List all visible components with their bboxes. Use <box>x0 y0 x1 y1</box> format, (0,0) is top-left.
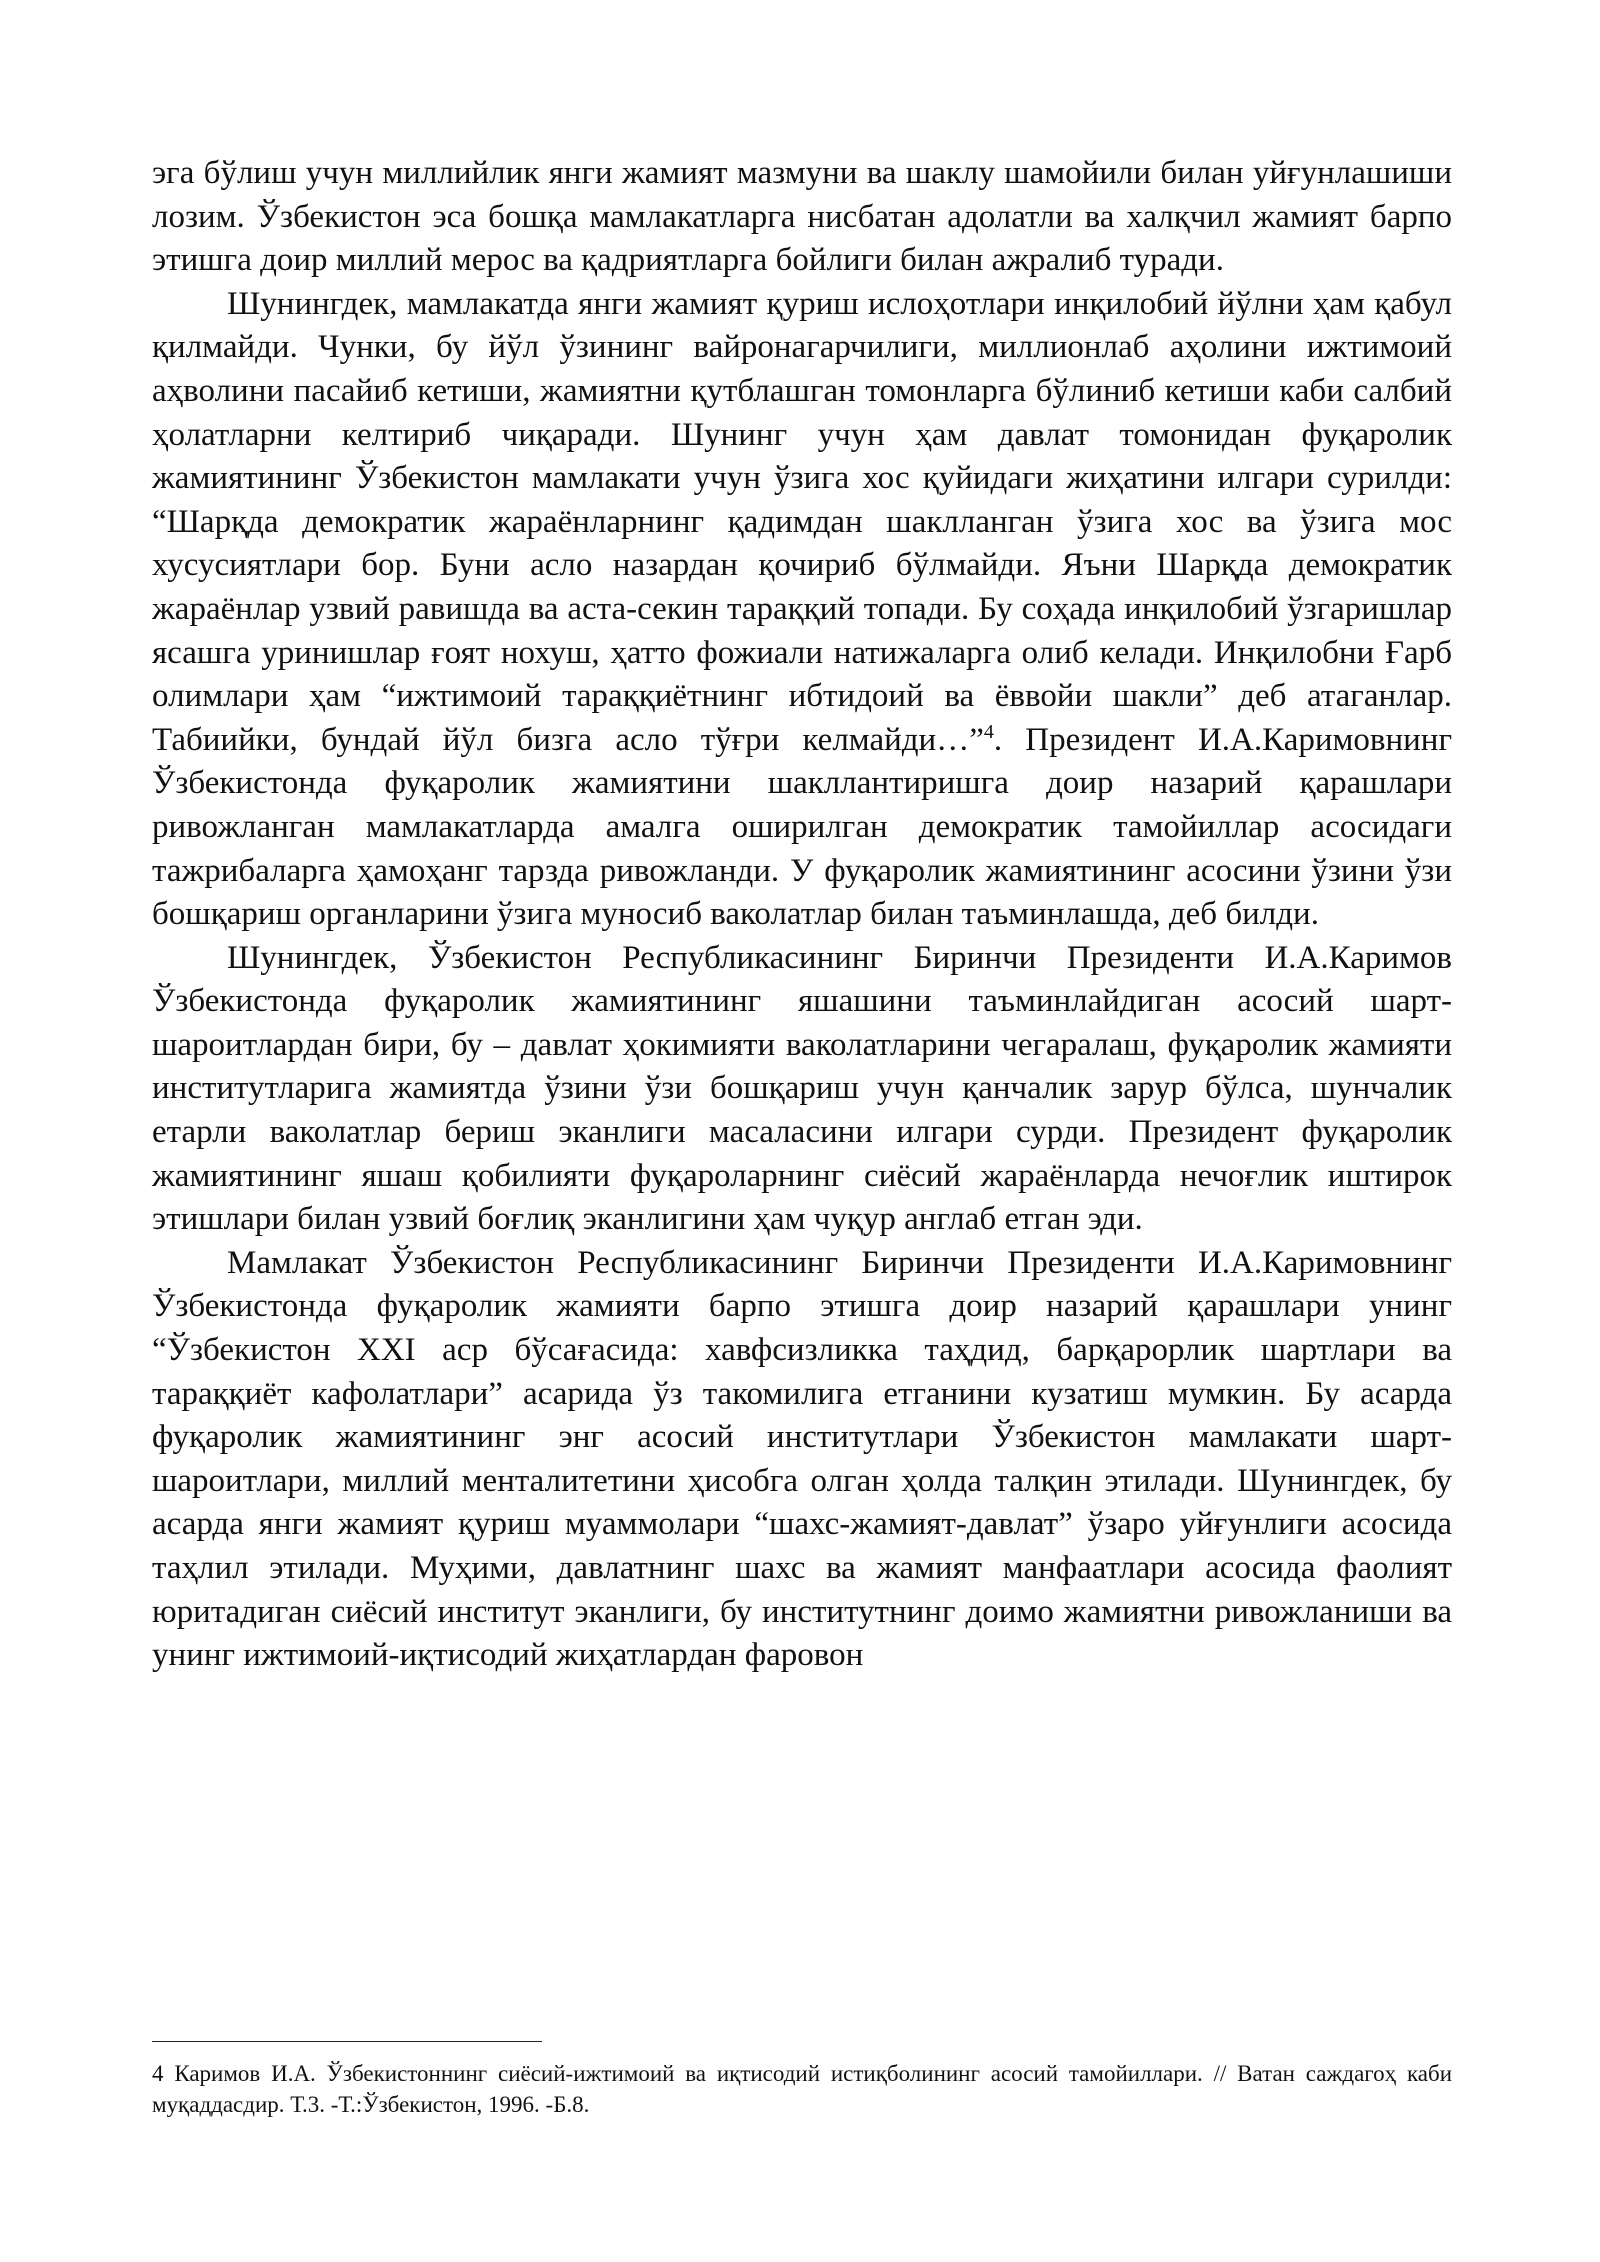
footnote-entry <box>152 2058 1452 2120</box>
paragraph-2 <box>152 283 1452 937</box>
footnote-separator <box>152 2041 542 2042</box>
footnote-reference[interactable]: 4 <box>983 720 994 743</box>
paragraph-1: эга бўлиш учун миллийлик янги жамият мазмуни ва шаклу шамойили билан уйғунлашиши лозим. Ўзбекистон эса бошқа мамлакатларга нисбатан адолатли ва халқчил жамият барпо этишга доир миллий мерос ва қадриятларга бойлиги билан ажралиб туради. <box>152 155 1452 279</box>
paragraph-3: Шунингдек, Ўзбекистон Республикасининг Биринчи Президенти И.А.Каримов Ўзбекистонда фуқаролик жамиятининг яшашини таъминлайдиган асосий шарт-шароитлардан бири, бу – давлат ҳокимияти ваколатларини чегаралаш, фуқаролик жамияти институтларига жамиятда ўзини ўзи бошқариш учун қанчалик зарур бўлса, шунчалик етарли ваколатлар бериш эканлиги масаласини илгари сурди. Президент фуқаролик жамиятининг яшаш қобилияти фуқароларнинг сиёсий жараёнларда нечоғлик иштирок этишлари билан узвий боғлиқ эканлигини ҳам чуқур англаб етган эди. <box>152 939 1452 1238</box>
footnote-text: Каримов И.А. Ўзбекистоннинг сиёсий-ижтимоий ва иқтисодий истиқболининг асосий тамойиллари. // Ватан саждагоҳ каби муқаддасдир. Т.3. -Т.:Ўзбекистон, 1996. -Б.8. <box>152 2061 1452 2117</box>
paragraph-4: Мамлакат Ўзбекистон Республикасининг Биринчи Президенти И.А.Каримовнинг Ўзбекистонда фуқаролик жамияти барпо этишга доир назарий қарашлари унинг “Ўзбекистон XXI аср бўсағасида: хавфсизликка таҳдид, барқарорлик шартлари ва тараққиёт кафолатлари” асарида ўз такомилига етганини кузатиш мумкин. Бу асарда фуқаролик жамиятининг энг асосий институтлари Ўзбекистон мамлакати шарт-шароитлари, миллий менталитетини ҳисобга олган ҳолда талқин этилади. Шунингдек, бу асарда янги жамият қуриш муаммолари “шахс-жамият-давлат” ўзаро уйғунлиги асосида таҳлил этилади. Муҳими, давлатнинг шахс ва жамият манфаатлари асосида фаолият юритадиган сиёсий институт эканлиги, бу институтнинг доимо жамиятни ривожланиши ва унинг ижтимоий-иқтисодий жиҳатлардан фаровон <box>152 1244 1452 1674</box>
footnote-number: 4 <box>152 2061 164 2086</box>
footnote <box>152 2058 1452 2120</box>
paragraph-2-text-after-ref: . Президент И.А.Каримовнинг Ўзбекистонда фуқаролик жамиятини шакллантиришга доир назарий қарашлари ривожланган мамлакатларда амалга оширилган демократик тамойиллар асосидаги тажрибаларга ҳамоҳанг тарзда ривожланди. У фуқаролик жамиятининг асосини ўзини ўзи бошқариш органларини ўзига муносиб ваколатлар билан таъминлашда, деб билди. <box>152 721 1452 933</box>
paragraph-2-text-before-ref: Шунингдек, мамлакатда янги жамият қуриш ислоҳотлари инқилобий йўлни ҳам қабул қилмайди. Чунки, бу йўл ўзининг вайронагарчилиги, миллионлаб аҳолини ижтимоий аҳволини пасайиб кетиши, жамиятни қутблашган томонларга бўлиниб кетиши каби салбий ҳолатларни келтириб чиқаради. Шунинг учун ҳам давлат томонидан фуқаролик жамиятининг Ўзбекистон мамлакати учун ўзига хос қуйидаги жиҳатини илгари сурилди: “Шарқда демократик жараёнларнинг қадимдан шаклланган ўзига хос ва ўзига мос хусусиятлари бор. Буни асло назардан қочириб бўлмайди. Яъни Шарқда демократик жараёнлар узвий равишда ва аста-секин тараққий топади. Бу соҳада инқилобий ўзгаришлар ясашга уринишлар ғоят нохуш, ҳатто фожиали натижаларга олиб келади. Инқилобни Ғарб олимлари ҳам “ижтимоий тараққиётнинг ибтидоий ва ёввойи шакли” деб атаганлар. Табиийки, бундай йўл бизга асло тўғри келмайди…” <box>152 285 1452 758</box>
body-text <box>152 152 1452 1678</box>
